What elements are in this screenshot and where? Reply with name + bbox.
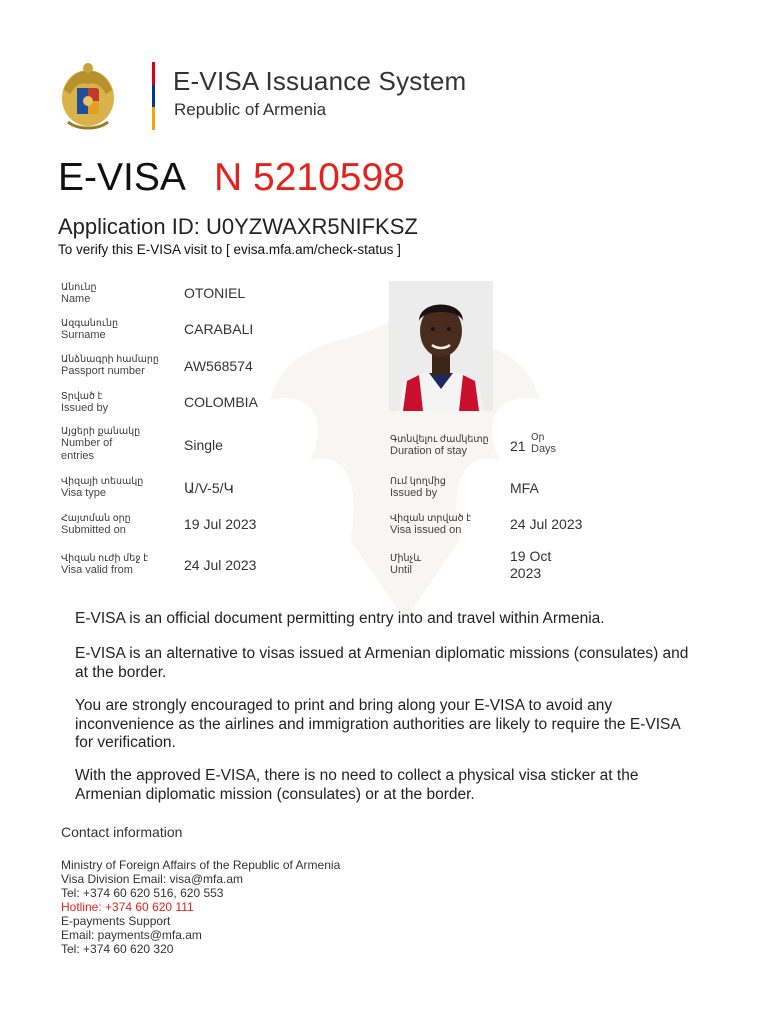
visa-issued-on-value: 24 Jul 2023 (510, 516, 583, 532)
surname-value: CARABALI (184, 321, 254, 337)
applicant-photo (389, 281, 493, 411)
field-entries-label (61, 426, 140, 462)
entries-label-am: Այցերի քանակը (61, 426, 141, 437)
info-paragraph-4: With the approved E-VISA, there is no need to collect a physical visa sticker at the Armenian diplomatic mission (consulates) or at the border. (75, 767, 639, 803)
until-label-am: Մինչև (390, 553, 422, 564)
valid-from-label-en: Visa valid from (61, 564, 133, 576)
until-value (510, 548, 551, 582)
evisa-number: N 5210598 (214, 156, 405, 199)
contact-visa-email: Visa Division Email: visa@mfa.am (61, 872, 244, 886)
field-visa-type-label (61, 476, 143, 500)
name-label-am: Անունը (61, 282, 97, 293)
info-paragraph-1: E-VISA is an official document permitting entry into and travel within Armenia. (75, 610, 605, 627)
contact-hotline: Hotline: +374 60 620 111 (61, 900, 194, 914)
issued-by-authority-label-am: Ում կողմից (390, 476, 446, 487)
duration-label-am: Գտնվելու ժամկետը (390, 434, 489, 445)
visa-type-label-am: Վիզայի տեսակը (61, 476, 144, 487)
duration-unit-am: Օր (531, 432, 545, 443)
visa-type-value: Ա/V-5/Կ (184, 480, 234, 496)
field-issued-by-authority-label (390, 476, 446, 500)
visa-type-label-en: Visa type (61, 487, 107, 499)
system-title: E-VISA Issuance System (173, 66, 467, 96)
name-label-en: Name (61, 293, 91, 305)
valid-from-label-am: Վիզան ուժի մեջ է (61, 553, 149, 564)
duration-label-en: Duration of stay (390, 445, 468, 457)
flag-red-stripe (152, 62, 155, 85)
issued-by-country-label-en: Issued by (61, 402, 109, 414)
passport-label-en: Passport number (61, 365, 145, 377)
verify-instructions: To verify this E-VISA visit to [ evisa.mfa.am/check-status ] (58, 242, 401, 257)
field-duration-label (390, 434, 489, 458)
visa-issued-on-label-en: Visa issued on (390, 524, 462, 536)
contact-epayments-title: E-payments Support (61, 914, 171, 928)
field-visa-issued-on-label (390, 513, 471, 537)
entries-value: Single (184, 437, 223, 453)
passport-value: AW568574 (184, 358, 253, 374)
until-value-line-2: 2023 (510, 565, 542, 581)
field-valid-from-label (61, 553, 148, 577)
field-until-label (390, 553, 421, 577)
contact-title: Contact information (61, 824, 183, 840)
field-surname-label (61, 318, 118, 342)
submitted-on-value: 19 Jul 2023 (184, 516, 257, 532)
contact-ministry: Ministry of Foreign Affairs of the Republic of Armenia (61, 858, 341, 872)
info-paragraph-3: You are strongly encouraged to print and bring along your E-VISA to avoid any inconvenience as the airlines and immigration authorities are likely to require the E-VISA for verification. (75, 697, 680, 751)
duration-unit (531, 432, 556, 456)
contact-epayments-tel: Tel: +374 60 620 320 (61, 942, 174, 956)
flag-orange-stripe (152, 107, 155, 130)
passport-label-am: Անձնագրի համարը (61, 354, 159, 365)
contact-visa-tel: Tel: +374 60 620 516, 620 553 (61, 886, 224, 900)
field-passport-label (61, 354, 159, 378)
submitted-on-label-en: Submitted on (61, 524, 126, 536)
system-subtitle: Republic of Armenia (174, 100, 327, 119)
issued-by-authority-value: MFA (510, 480, 539, 496)
entries-label-en-1: Number of (61, 437, 113, 449)
issued-by-authority-label-en: Issued by (390, 487, 438, 499)
issued-by-country-label-am: Տրված է (61, 391, 103, 402)
entries-label-en-2: entries (61, 449, 95, 462)
submitted-on-label-am: Հայտման օրը (61, 513, 131, 524)
until-label-en: Until (390, 564, 413, 576)
issued-by-country-value: COLOMBIA (184, 394, 258, 410)
visa-issued-on-label-am: Վիզան տրված է (390, 513, 472, 524)
field-name-label (61, 282, 97, 306)
field-submitted-on-label (61, 513, 131, 537)
application-id: Application ID: U0YZWAXR5NIFKSZ (58, 214, 418, 239)
evisa-label: E-VISA (58, 156, 186, 199)
info-paragraph-2: E-VISA is an alternative to visas issued at Armenian diplomatic missions (consulates) and at the border. (75, 645, 689, 681)
surname-label-en: Surname (61, 329, 106, 341)
surname-label-am: Ազգանունը (61, 318, 119, 329)
flag-blue-stripe (152, 85, 155, 108)
armenia-coat-of-arms-icon (60, 60, 116, 132)
duration-unit-en: Days (531, 443, 557, 455)
valid-from-value: 24 Jul 2023 (184, 557, 257, 573)
field-issued-by-country-label (61, 391, 108, 415)
armenian-flag-stripe (152, 62, 155, 130)
contact-epayments-email: Email: payments@mfa.am (61, 928, 202, 942)
name-value: OTONIEL (184, 285, 246, 301)
duration-value: 21 (510, 438, 526, 454)
until-value-line-1: 19 Oct (510, 548, 552, 564)
